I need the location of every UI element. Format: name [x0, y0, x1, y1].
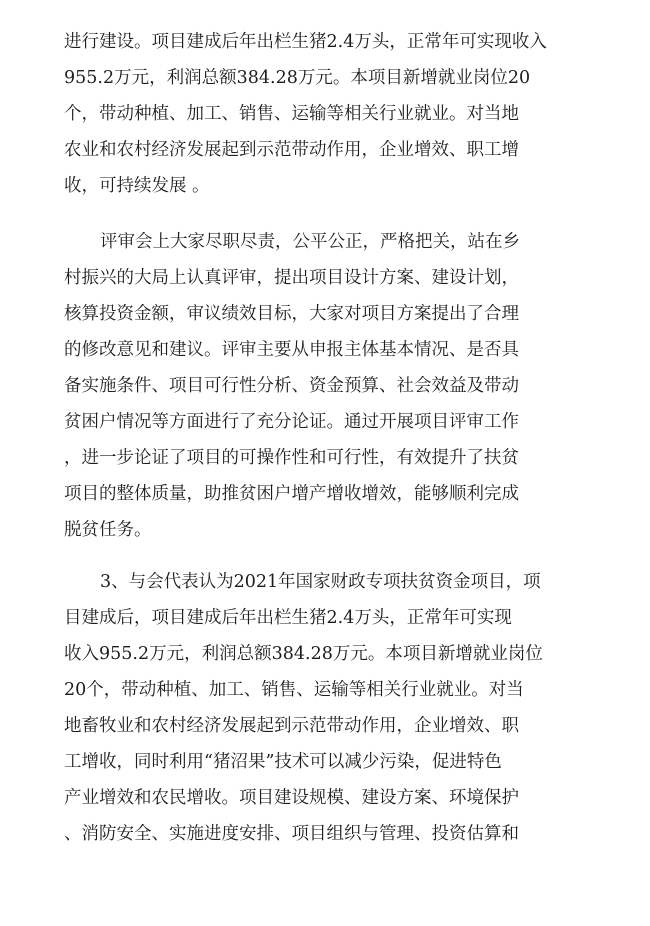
- text-line: 工增收，同时利用“猪沼果”技术可以减少污染，促进特色: [64, 752, 502, 772]
- text-line: 贫困户情况等方面进行了充分论证。通过开展项目评审工作: [64, 412, 519, 432]
- text-line: 农业和农村经济发展起到示范带动作用，企业增效、职工增: [64, 140, 519, 160]
- text-line: 核算投资金额，审议绩效目标，大家对项目方案提出了合理: [64, 304, 519, 324]
- text-line: 脱贫任务。: [64, 520, 152, 540]
- text-line: 产业增效和农民增收。项目建设规模、建设方案、环境保护: [64, 788, 519, 808]
- text-line: 的修改意见和建议。评审主要从申报主体基本情况、是否具: [64, 340, 519, 360]
- text-line: 备实施条件、项目可行性分析、资金预算、社会效益及带动: [64, 376, 519, 396]
- text-line: 、消防安全、实施进度安排、项目组织与管理、投资估算和: [64, 824, 519, 844]
- text-line: 项目的整体质量，助推贫困户增产增收增效，能够顺利完成: [64, 484, 519, 504]
- text-line: 目建成后，项目建成后年出栏生猪2.4万头，正常年可实现: [64, 608, 512, 628]
- text-line: 地畜牧业和农村经济发展起到示范带动作用，企业增效、职: [64, 716, 519, 736]
- text-line: 村振兴的大局上认真评审，提出项目设计方案、建设计划，: [64, 268, 519, 288]
- text-line: 3、与会代表认为2021年国家财政专项扶贫资金项目，项: [100, 572, 541, 592]
- text-line: 评审会上大家尽职尽责，公平公正，严格把关，站在乡: [100, 232, 520, 252]
- text-line: 955.2万元，利润总额384.28万元。本项目新增就业岗位20: [64, 68, 531, 88]
- text-line: 20个，带动种植、加工、销售、运输等相关行业就业。对当: [64, 680, 524, 700]
- text-line: 收入955.2万元，利润总额384.28万元。本项目新增就业岗位: [64, 644, 543, 664]
- text-line: 收，可持续发展 。: [64, 176, 210, 196]
- text-line: 个，带动种植、加工、销售、运输等相关行业就业。对当地: [64, 104, 519, 124]
- text-line: ，进一步论证了项目的可操作性和可行性，有效提升了扶贫: [64, 448, 519, 468]
- text-line: 进行建设。项目建成后年出栏生猪2.4万头，正常年可实现收入: [64, 32, 547, 52]
